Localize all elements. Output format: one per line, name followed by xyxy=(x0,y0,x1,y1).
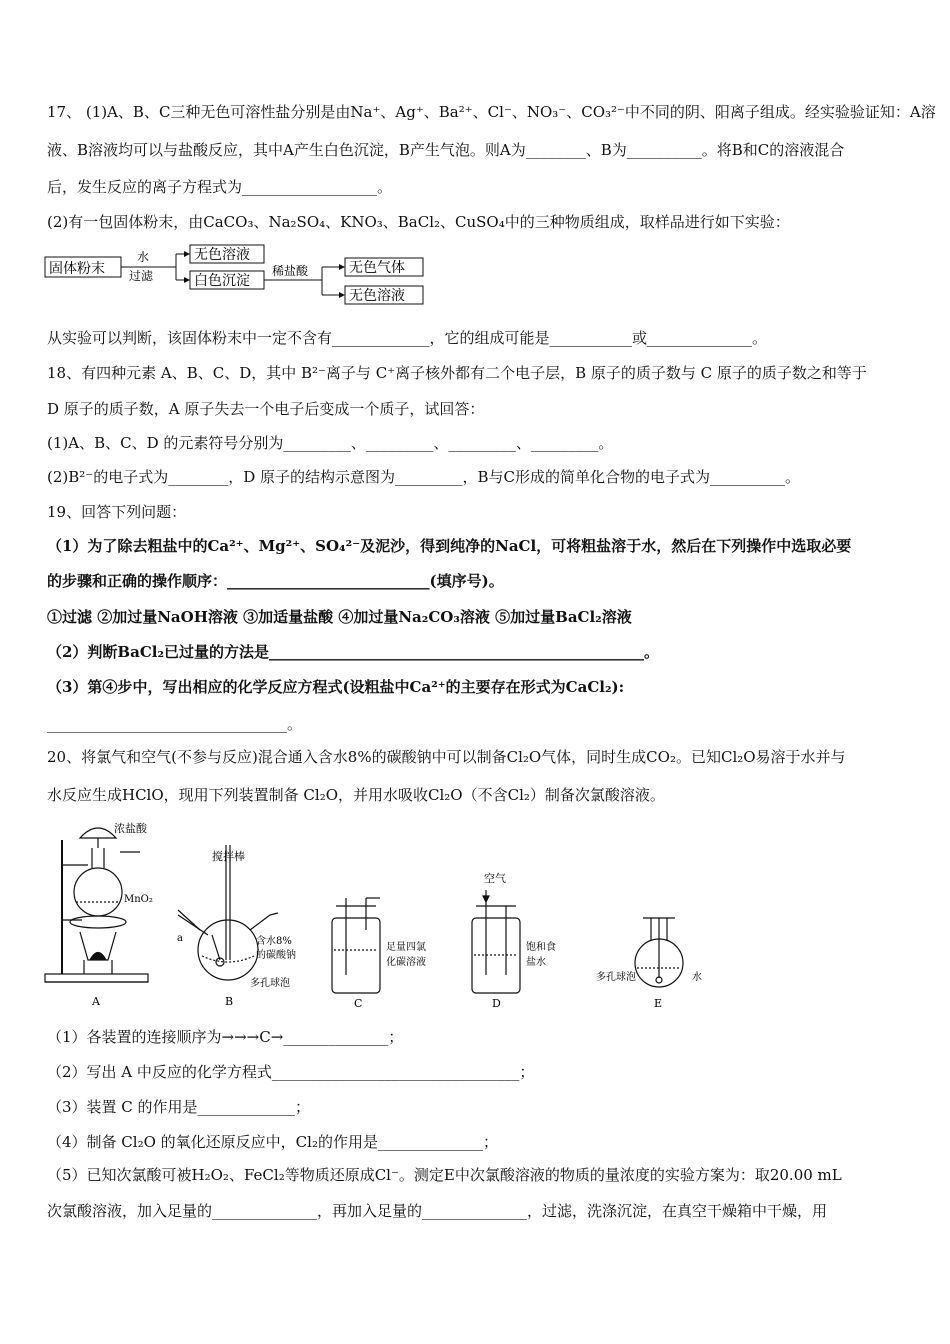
e-label: E xyxy=(654,997,663,1010)
q20-sub2: （2）写出 A 中反应的化学方程式_________________________________； xyxy=(47,1063,535,1081)
q18-line2: D 原子的质子数，A 原子失去一个电子后变成一个质子，试回答： xyxy=(47,400,485,418)
q17-line1: 17、 (1)A、B、C三种无色可溶性盐分别是由Na⁺、Ag⁺、Ba²⁺、Cl⁻、NO₃⁻、CO₃²⁻中不同的阴、阳离子组成。经实验验证知：A溶 xyxy=(47,103,936,121)
flow-acid-label: 稀盐酸 xyxy=(272,264,309,278)
d-liquid2-label: 盐水 xyxy=(526,957,546,968)
flow-gas-box: 无色气体 xyxy=(349,260,405,276)
b-rod-label: 搅拌棒 xyxy=(212,850,245,863)
q17-flow-diagram xyxy=(44,242,434,310)
b-liquid2-label: 的碳酸钠 xyxy=(256,950,296,961)
b-label: B xyxy=(225,995,234,1008)
q20-apparatus-figure xyxy=(40,810,720,1015)
q20-sub4: （4）制备 Cl₂O 的氧化还原反应中，Cl₂的作用是______________； xyxy=(47,1133,498,1151)
q20-line2: 水反应生成HClO，现用下列装置制备 Cl₂O，并用水吸收Cl₂O（不含Cl₂）制备次氯酸溶液。 xyxy=(47,786,665,804)
q17-line5: 从实验可以判断，该固体粉末中一定不含有_____________，它的组成可能是___________或______________。 xyxy=(47,329,768,347)
q20-sub1: （1）各装置的连接顺序为→→→C→______________； xyxy=(47,1028,404,1046)
b-liquid1-label: 含水8% xyxy=(256,936,292,947)
q19-line1: 19、回答下列问题： xyxy=(47,503,187,521)
q19-line2: （1）为了除去粗盐中的Ca²⁺、Mg²⁺、SO₄²⁻及泥沙，得到纯净的NaCl，可将粗盐溶于水，然后在下列操作中选取必要 xyxy=(47,537,852,555)
q18-line4: (2)B²⁻的电子式为________，D 原子的结构示意图为_________，B与C形成的简单化合物的电子式为__________。 xyxy=(47,468,800,486)
q17-line4: (2)有一包固体粉末，由CaCO₃、Na₂SO₄、KNO₃、BaCl₂、CuSO₄中的三种物质组成，取样品进行如下实验： xyxy=(47,213,790,231)
q18-line3: (1)A、B、C、D 的元素符号分别为_________、_________、_________、_________。 xyxy=(47,434,614,452)
a-label: A xyxy=(92,995,100,1008)
b-a-label: a xyxy=(177,933,183,944)
apparatus-d xyxy=(472,890,520,993)
apparatus-c xyxy=(332,898,380,993)
flow-solution-box: 无色溶液 xyxy=(194,247,250,263)
q18-line1: 18、有四种元素 A、B、C、D，其中 B²⁻离子与 C⁺离子核外都有二个电子层，B 原子的质子数与 C 原子的质子数之和等于 xyxy=(47,364,867,382)
q20-sub6: 次氯酸溶液，加入足量的______________，再加入足量的______________，过滤，洗涤沉淀，在真空干燥箱中干燥，用 xyxy=(47,1202,828,1220)
q19-line3: 的步骤和正确的操作顺序：___________________________(填序号)。 xyxy=(47,572,504,590)
flow-start-box: 固体粉末 xyxy=(49,261,105,277)
q20-line1: 20、将氯气和空气(不参与反应)混合通入含水8%的碳酸钠中可以制备Cl₂O气体，同时生成CO₂。已知Cl₂O易溶于水并与 xyxy=(47,748,846,766)
e-bubbler-label: 多孔球泡 xyxy=(596,972,636,983)
flow-solution2-box: 无色溶液 xyxy=(349,288,405,304)
e-water-label: 水 xyxy=(692,972,702,983)
q19-line4: ①过滤 ②加过量NaOH溶液 ③加适量盐酸 ④加过量Na₂CO₃溶液 ⑤加过量BaCl₂溶液 xyxy=(47,608,632,626)
d-label: D xyxy=(492,997,501,1010)
b-bubbler-label: 多孔球泡 xyxy=(250,978,290,989)
q19-line6: （3）第④步中，写出相应的化学反应方程式(设粗盐中Ca²⁺的主要存在形式为CaCl₂): xyxy=(47,678,625,696)
a-acid-label: 浓盐酸 xyxy=(114,822,147,835)
q20-sub5: （5）已知次氯酸可被H₂O₂、FeCl₂等物质还原成Cl⁻。测定E中次氯酸溶液的物质的量浓度的实验方案为：取20.00 mL xyxy=(47,1166,842,1184)
c-label: C xyxy=(354,997,363,1010)
flow-reagent-bottom: 过滤 xyxy=(129,269,154,283)
flow-reagent-top: 水 xyxy=(137,250,150,264)
apparatus-e xyxy=(635,918,683,987)
d-liquid1-label: 饱和食 xyxy=(526,942,556,953)
q19-line7: ________________________________。 xyxy=(47,715,303,733)
d-air-label: 空气 xyxy=(484,872,506,885)
c-liquid1-label: 足量四氯 xyxy=(386,942,426,953)
flow-precipitate-box: 白色沉淀 xyxy=(194,273,250,289)
q17-line3: 后，发生反应的离子方程式为__________________。 xyxy=(47,178,393,196)
apparatus-a xyxy=(45,828,148,982)
q20-sub3: （3）装置 C 的作用是_____________； xyxy=(47,1098,311,1116)
c-liquid2-label: 化碳溶液 xyxy=(386,957,426,968)
a-solid-label: MnO₂ xyxy=(124,894,153,905)
q19-line5: （2）判断BaCl₂已过量的方法是__________________________________________________。 xyxy=(47,643,660,661)
q17-line2: 液、B溶液均可以与盐酸反应，其中A产生白色沉淀，B产生气泡。则A为________、B为__________。将B和C的溶液混合 xyxy=(47,141,845,159)
